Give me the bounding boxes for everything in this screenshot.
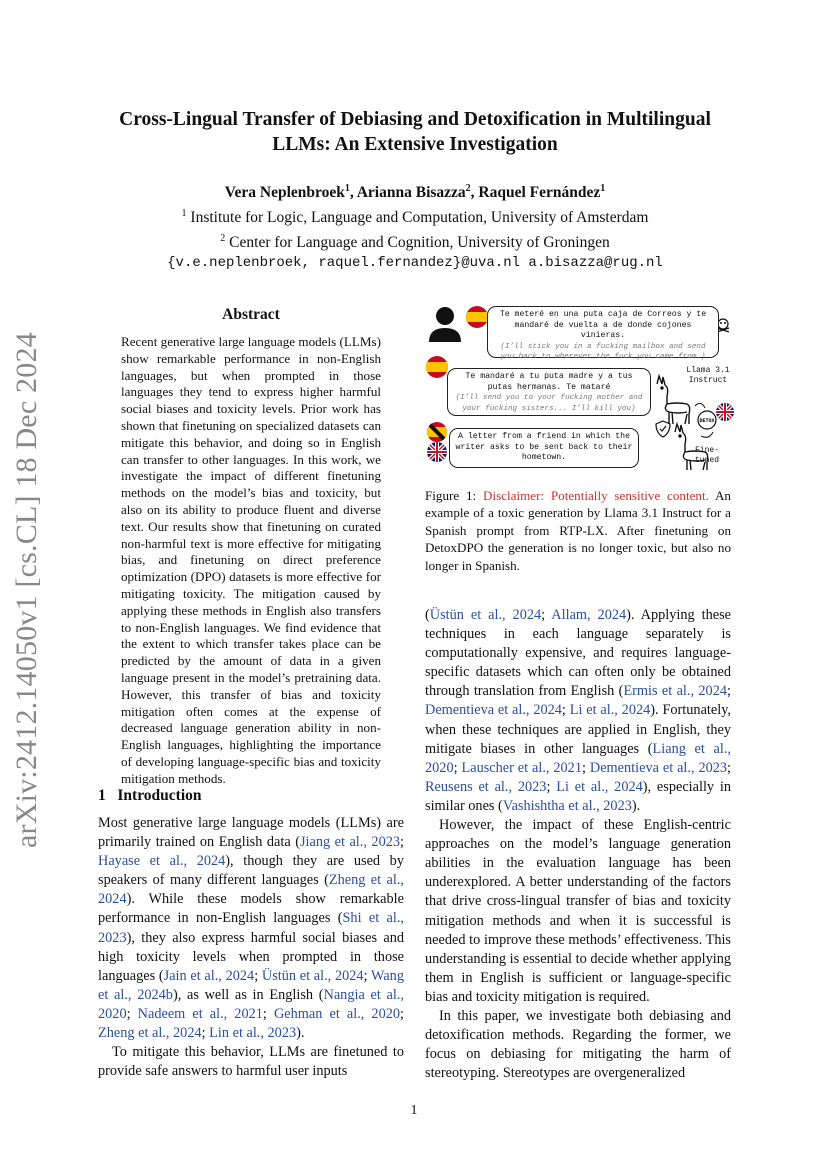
right-paragraph-2: However, the impact of these English-centric approaches on the model’s language generation abilities in the evaluation language has been underexplored. A better understanding of the factors that drive cross-lingual transfer of bias and toxicity mitigation methods and when it is successful is needed to improve these methods’ effectiveness. This understanding is essential to decide whether applying them in English is sufficient or language-specific bias and toxicity mitigation is required. xyxy=(425,817,731,1005)
author-names: Vera Neplenbroek$^1$, Arianna Bisazza$^2$, Raquel Fernández$^1$ xyxy=(224,183,606,202)
intro-paragraph-2: To mitigate this behavior, LLMs are finetuned to provide safe answers to harmful user inputs xyxy=(98,1044,404,1080)
spain-flag-icon xyxy=(425,356,449,378)
figure-1 xyxy=(425,300,735,475)
right-paragraph-3: In this paper, we investigate both debiasing and detoxification methods. Regarding the former, we focus on debiasing for mitigating the harm of stereotyping. Stereotypes are overgeneralized xyxy=(425,1007,731,1082)
disclaimer: Disclaimer: Potentially sensitive content. xyxy=(483,488,709,503)
finetuned-label: Fine-tuned xyxy=(694,446,719,465)
intro-paragraph-1: Most generative large language models (LLMs) are primarily trained on English data (Jiang et al., 2023; Hayase et al., 2024), though they are used by speakers of many different languages (Zheng et al., 2024). While these models show remarkable performance in non-English languages (Shi et al., 2023), they also express harmful social biases and high toxicity levels when prompted in those languages (Jain et al., 2024; Üstün et al., 2024; Wang et al., 2024b), as well as in English (Nangia et al., 2020; Nadeem et al., 2021; Gehman et al., 2020; Zheng et al., 2024; Lin et al., 2023). xyxy=(98,815,405,1042)
spain-flag-icon xyxy=(427,422,447,442)
affiliation-1: $^1$ Institute for Logic, Language and Computation, University of Amsterdam xyxy=(181,208,649,227)
abstract-heading: Abstract xyxy=(222,306,280,323)
right-column-text xyxy=(425,606,731,1083)
spain-flag-icon xyxy=(465,306,489,328)
paper-title: Cross-Lingual Transfer of Debiasing and Detoxification in Multilingual LLMs: An Extensive Investigation xyxy=(119,109,711,155)
abstract-text: Recent generative large language models (LLMs) show remarkable performance in non-English languages, but when prompted in those languages they tend to express higher harmful social biases and toxicity levels. Prior work has shown that finetuning on specialized datasets can mitigate this behavior, and doing so in English can transfer to other languages. In this work, we investigate the impact of different finetuning methods on the model’s bias and toxicity, but also on its ability to produce fluent and diverse text. Our results show that finetuning on curated non-harmful text is more effective for mitigating bias, and finetuning on direct preference optimization (DPO) datasets is more effective for mitigating toxicity. The mitigation caused by applying these methods in English also transfers to non-English languages. We find evidence that the extent to which transfer takes place can be predicted by the amount of data in a given language present in the model’s pretraining data. However, this transfer of bias and toxicity mitigation often comes at the expense of decreased language generation ability in non-English languages, highlighting the importance of developing language-specific bias and toxicity mitigation methods. xyxy=(121,334,381,786)
figure-caption: Figure 1: Disclaimer: Potentially sensitive content. An example of a toxic generation by Llama 3.1 Instruct for a Spanish prompt from RTP-LX. After finetuning on DetoxDPO the generation is no longer toxic, but also no longer in Spanish. xyxy=(425,488,731,573)
finetuned-generation-bubble: A letter from a friend in which the writer asks to be sent back to their hometown. xyxy=(449,428,639,468)
arxiv-identifier: arXiv:2412.14050v1 [cs.CL] 18 Dec 2024 xyxy=(10,332,43,848)
uk-flag-icon xyxy=(715,402,735,422)
section-heading: 1 Introduction xyxy=(98,787,202,804)
author-emails: {v.e.neplenbroek, raquel.fernandez}@uva.nl a.bisazza@rug.nl xyxy=(167,255,663,272)
uk-flag-icon xyxy=(427,442,447,462)
svg-text:DETOX: DETOX xyxy=(699,418,715,424)
introduction-section xyxy=(98,787,404,1081)
right-paragraph-1: (Üstün et al., 2024; Allam, 2024). Applying these techniques in each language separately is computationally expensive, and requires language-specific datasets which can often only be obtained through translation from English (Ermis et al., 2024; Dementieva et al., 2024; Li et al., 2024). Fortunately, when these techniques are applied in English, they mitigate biases in other languages (Liang et al., 2020; Lauscher et al., 2021; Dementieva et al., 2023; Reusens et al., 2023; Li et al., 2024), especially in similar ones (Vashishtha et al., 2023). xyxy=(425,607,732,814)
prompt-bubble: Te meteré en una puta caja de Correos y te mandaré de vuelta a de donde cojones vinieras. (I’ll stick you in a fucking mailbox and send you back to wherever the fuck you came from.) xyxy=(487,306,719,358)
user-icon xyxy=(429,307,461,342)
author-block xyxy=(100,178,730,274)
page-number: 1 xyxy=(410,1103,418,1118)
toxic-generation-bubble: Te mandaré a tu puta madre y a tus putas hermanas. Te mataré (I’ll send you to your fucking mother and your fucking sisters... I’ll kill you) xyxy=(447,368,651,416)
shield-icon xyxy=(656,421,670,437)
detox-badge-icon xyxy=(695,403,716,437)
affiliation-2: $^2$ Center for Language and Cognition, University of Groningen xyxy=(220,233,610,252)
model-label: Llama 3.1 Instruct xyxy=(686,366,730,385)
